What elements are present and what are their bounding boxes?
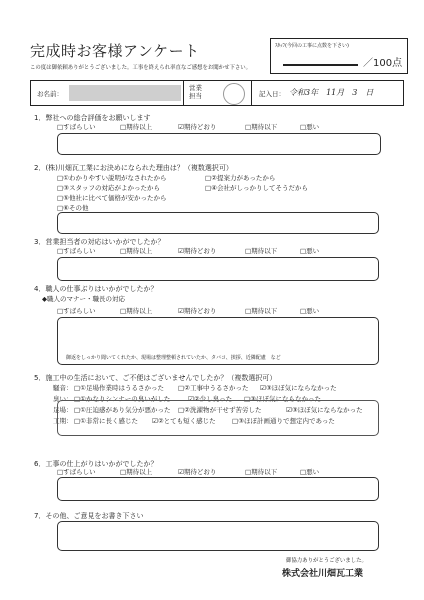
company-name: 株式会社川畑瓦工業 [282, 569, 364, 579]
q7-title: 7．その他、ご意見をお書き下さい [34, 512, 144, 520]
q5-option[interactable]: □①非常に長く感じた [74, 417, 138, 425]
q5-option[interactable]: ☑③ほぼ気にならなかった [260, 384, 337, 392]
sales-stamp [223, 83, 245, 105]
score-box [270, 38, 408, 74]
q5-option[interactable]: □①かなりシンナーの臭いがした [74, 395, 171, 403]
q2-option[interactable]: □⑥その他 [57, 204, 89, 212]
date-label: 記入日： [259, 90, 285, 98]
q2-option[interactable]: □③スタッフの対応がよかったから [57, 184, 160, 192]
q5-option[interactable]: □②工事中うるさかった [178, 384, 249, 392]
q4-option[interactable]: □期待以上 [120, 307, 153, 315]
q2-option[interactable]: □②提案力があったから [205, 174, 276, 182]
q6-option[interactable]: □期待以下 [245, 468, 278, 476]
score-line [283, 64, 358, 66]
q5-option[interactable]: ☑②とても短く感じた [152, 417, 216, 425]
q3-option[interactable]: ☑期待どおり [178, 247, 217, 255]
score-value: ／100点 [363, 58, 403, 69]
q4-option[interactable]: □期待以下 [245, 307, 278, 315]
q5-option[interactable]: □①足場作業時はうるさかった [74, 384, 164, 392]
q1-title: 1．弊社への総合評価をお願いします [34, 114, 151, 122]
info-box [30, 80, 404, 106]
q6-comment-box[interactable] [57, 477, 379, 501]
q3-option[interactable]: □期待以下 [245, 247, 278, 255]
q3-option[interactable]: □悪い [300, 247, 320, 255]
thanks-text: 御協力ありがとうございました。 [286, 558, 367, 564]
q1-option[interactable]: □期待以下 [245, 123, 278, 131]
q4-title: 4．職人の仕事ぶりはいかがでしたか？ [34, 285, 158, 293]
q2-option[interactable]: □④会社がしっかりしてそうだから [205, 184, 308, 192]
q5-option[interactable]: □①圧迫感があり気分が悪かった [74, 406, 171, 414]
q2-title: 2．(株)川畑瓦工業にお決めになられた理由は？（複数選択可） [34, 164, 233, 172]
page-subtitle: この度は御依頼ありがとうございました。工事を終えられ率直なご感想をお聞かせ下さい。 [30, 65, 252, 71]
sales-label: 営業 担当 [189, 84, 202, 100]
q4-note: 御返をしっかり聞いてくれたか、現場は整理整頓されていたか、タバコ、挨拶、近隣配慮 など [66, 355, 281, 361]
q6-option[interactable]: □すばらしい [57, 468, 96, 476]
q6-option[interactable]: ☑期待どおり [178, 468, 217, 476]
q1-option[interactable]: □すばらしい [57, 123, 96, 131]
q5-row-label: 臭い： [53, 395, 73, 403]
q5-row-label: 工期： [53, 417, 73, 425]
q1-option[interactable]: ☑期待どおり [178, 123, 217, 131]
name-redaction [69, 85, 181, 101]
q1-option[interactable]: □期待以上 [120, 123, 153, 131]
page-title: 完成時お客様アンケート [30, 42, 200, 60]
q3-comment-box[interactable] [57, 257, 379, 281]
q4-option[interactable]: ☑期待どおり [178, 307, 217, 315]
q5-option[interactable]: ☑③ほぼ気にならなかった [286, 406, 363, 414]
name-cell [31, 81, 184, 105]
q2-option[interactable]: □①わかりやすい説明がなされたから [57, 174, 167, 182]
q3-option[interactable]: □期待以上 [120, 247, 153, 255]
score-note: ｽﾀｯﾌ(今回の工事に点数を下さい) [275, 43, 349, 49]
q5-option[interactable]: □②洗濯物が干せず苦労した [178, 406, 262, 414]
q5-comment-box[interactable] [57, 400, 379, 436]
q3-title: 3．営業担当者の対応はいかがでしたか？ [34, 238, 165, 246]
q4-option[interactable]: □すばらしい [57, 307, 96, 315]
q7-comment-box[interactable] [57, 521, 379, 551]
q5-row-label: 騒音： [53, 384, 73, 392]
date-value: 令和3年 11月 3 日 [289, 88, 374, 97]
q5-option[interactable]: □③ほぼ気にならなかった [244, 395, 321, 403]
q5-option[interactable]: ☑②少し臭った [188, 395, 233, 403]
q1-option[interactable]: □悪い [300, 123, 320, 131]
name-label: お名前： [37, 90, 63, 98]
q1-comment-box[interactable] [57, 133, 381, 155]
q4-subtitle: ◆職人のマナー・職長の対応 [42, 295, 125, 303]
q5-title: 5．施工中の生活において、ご不便はございませんでしたか？（複数選択可） [34, 374, 277, 382]
q6-option[interactable]: □期待以上 [120, 468, 153, 476]
q4-option[interactable]: □悪い [300, 307, 320, 315]
sales-cell [183, 81, 252, 105]
q2-comment-box[interactable] [57, 212, 379, 234]
q5-row-label: 足場： [53, 406, 73, 414]
q5-option[interactable]: □③ほぼ計画通りで想定内であった [232, 417, 335, 425]
q2-option[interactable]: □⑤他社に比べて価格が安かったから [57, 194, 167, 202]
q3-option[interactable]: □すばらしい [57, 247, 96, 255]
q6-title: 6．工事の仕上がりはいかがでしたか？ [34, 460, 158, 468]
q6-option[interactable]: □悪い [300, 468, 320, 476]
